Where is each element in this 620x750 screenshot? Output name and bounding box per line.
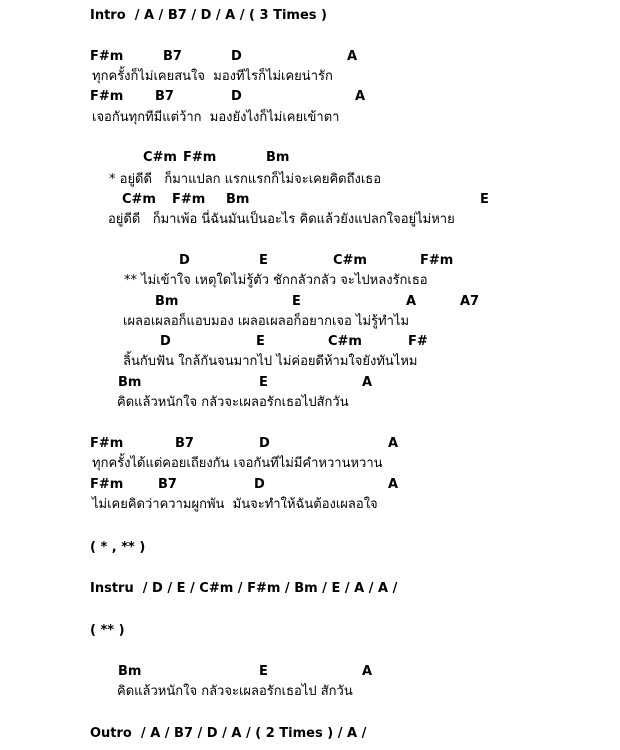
chord: E	[480, 192, 489, 207]
lyric-line: อยู่ดีดี ก็มาเพ้อ นี่ฉันมันเป็นอะไร คิดแล้วยังแปลกใจอยู่ไม่หาย	[108, 212, 455, 227]
instrumental-line: Instru / D / E / C#m / F#m / Bm / E / A / A /	[90, 581, 398, 596]
chord: C#m	[333, 253, 367, 268]
lyric-line: ไม่เคยคิดว่าความผูกพัน มันจะทำให้ฉันต้องเผลอใจ	[92, 497, 378, 512]
chord: A7	[460, 294, 480, 309]
chord: D	[231, 49, 242, 64]
chord: A	[388, 436, 399, 451]
lyric-line: คิดแล้วหนักใจ กลัวจะเผลอรักเธอไปสักวัน	[117, 395, 349, 410]
chord: E	[259, 664, 268, 679]
chord: Bm	[226, 192, 250, 207]
chord: Bm	[118, 664, 142, 679]
lyric-line: เผลอเผลอก็แอบมอง เผลอเผลอก็อยากเจอ ไม่รู้ทำไม	[123, 314, 410, 329]
chord: B7	[158, 477, 177, 492]
chord: Bm	[266, 150, 290, 165]
chord: F#m	[172, 192, 206, 207]
lyric-line: ทุกครั้งก็ไม่เคยสนใจ มองทีไรก็ไม่เคยน่ารัก	[92, 69, 333, 84]
chord: A	[347, 49, 358, 64]
chord: F#m	[420, 253, 454, 268]
lyric-line: คิดแล้วหนักใจ กลัวจะเผลอรักเธอไป สักวัน	[117, 684, 353, 699]
lyric-line: * อยู่ดีดี ก็มาแปลก แรกแรกก็ไม่จะเคยคิดถึงเธอ	[109, 172, 382, 187]
chord: F#m	[90, 436, 124, 451]
chord: D	[231, 89, 242, 104]
chord: A	[406, 294, 417, 309]
lyric-line: ** ไม่เข้าใจ เหตุใดไม่รู้ตัว ชักกลัวกลัว จะไปหลงรักเธอ	[124, 273, 428, 288]
lyric-line: ทุกครั้งได้แต่คอยเถียงกัน เจอกันทีไม่มีคำหวานหวาน	[92, 456, 383, 471]
chord: E	[256, 334, 265, 349]
chord: A	[355, 89, 366, 104]
outro-line: Outro / A / B7 / D / A / ( 2 Times ) / A /	[90, 726, 367, 741]
chord: Bm	[118, 375, 142, 390]
chord: F#m	[90, 49, 124, 64]
chord: B7	[163, 49, 182, 64]
chord: E	[259, 253, 268, 268]
chord: E	[259, 375, 268, 390]
chord: Bm	[155, 294, 179, 309]
repeat-marker: ( ** )	[90, 623, 125, 638]
chord: F#m	[90, 89, 124, 104]
chord: C#m	[122, 192, 156, 207]
chord: D	[179, 253, 190, 268]
chord: A	[362, 375, 373, 390]
chord: B7	[155, 89, 174, 104]
chord: D	[259, 436, 270, 451]
chord: A	[362, 664, 373, 679]
lyric-line: เจอกันทุกทีมีแต่ว้าก มองยังไงก็ไม่เคยเข้าตา	[92, 110, 340, 125]
chord: E	[292, 294, 301, 309]
chord: F#	[408, 334, 428, 349]
chord: F#m	[183, 150, 217, 165]
chord: D	[160, 334, 171, 349]
chord: C#m	[328, 334, 362, 349]
chord: A	[388, 477, 399, 492]
chord: B7	[175, 436, 194, 451]
chord: D	[254, 477, 265, 492]
repeat-marker: ( * , ** )	[90, 540, 146, 555]
lyric-line: ลิ้นกับฟัน ใกล้กันจนมากไป ไม่ค่อยดีห้ามใจยังทันไหม	[123, 354, 418, 369]
intro-line: Intro / A / B7 / D / A / ( 3 Times )	[90, 8, 327, 23]
chord: F#m	[90, 477, 124, 492]
chord: C#m	[143, 150, 177, 165]
